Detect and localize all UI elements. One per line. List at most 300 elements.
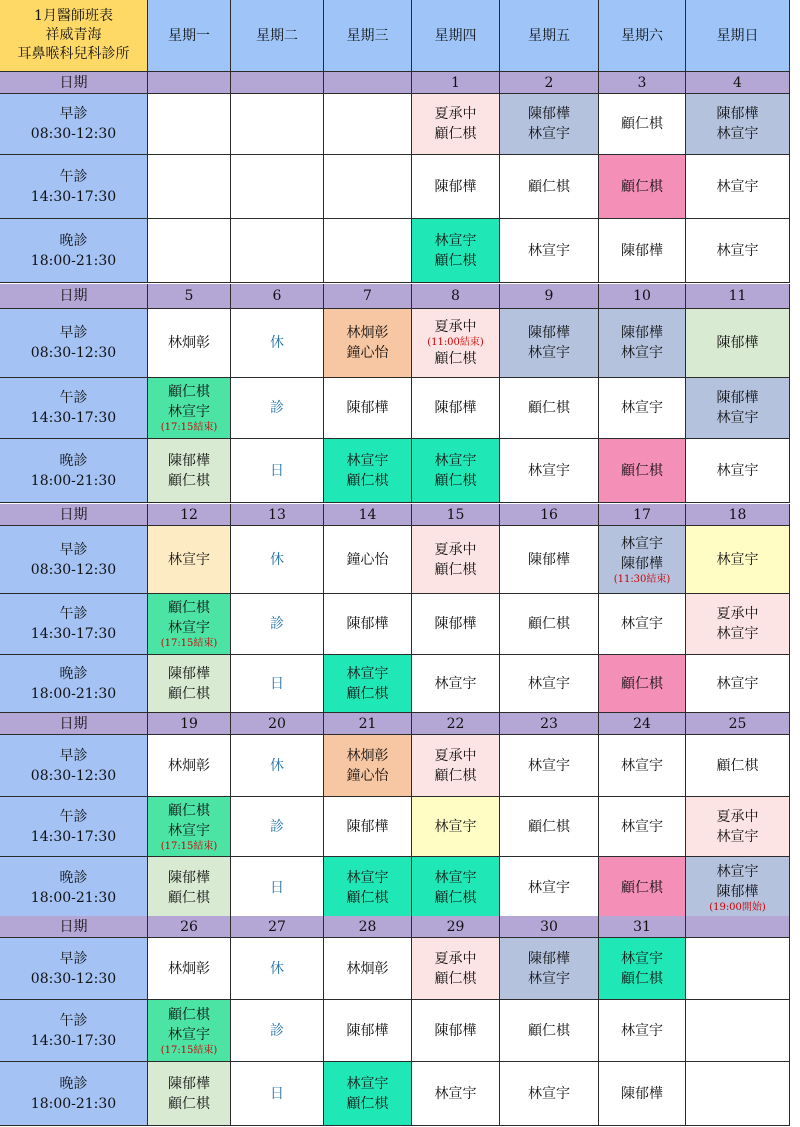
- doctor-name: 林宣宇: [528, 242, 570, 259]
- doctor-name: 林宣宇: [528, 462, 570, 479]
- date-cell: [686, 284, 790, 309]
- weekday-label: 星期一: [168, 27, 210, 44]
- schedule-cell: [500, 94, 599, 155]
- doctor-name: 顧仁棋: [621, 879, 663, 896]
- date-number: 6: [272, 288, 282, 304]
- shift-label-cell: [0, 439, 148, 503]
- doctor-name: 林宣宇: [716, 462, 759, 479]
- doctor-name: 林宣宇: [621, 535, 663, 552]
- date-number: 16: [540, 506, 558, 523]
- date-number: 5: [184, 288, 194, 304]
- doctor-name: 林宣宇: [621, 950, 663, 967]
- date-cell: [324, 72, 412, 94]
- doctor-name: 林宣宇: [434, 675, 477, 692]
- schedule-cell: [231, 155, 324, 219]
- doctor-name: 顧仁棋: [528, 818, 570, 835]
- doctor-name: 顧仁棋: [621, 116, 663, 132]
- shift-time: 18:00-21:30: [30, 1095, 117, 1112]
- schedule-cell: [412, 938, 500, 1000]
- schedule-cell: [686, 594, 790, 655]
- date-cell: [599, 916, 686, 938]
- doctor-name: 陳郁樺: [528, 325, 570, 341]
- doctor-name: 陳郁樺: [621, 325, 663, 341]
- weekday-label: 星期四: [434, 27, 477, 44]
- doctor-name: 林宣宇: [528, 675, 570, 692]
- schedule-cell: [231, 1062, 324, 1126]
- schedule-cell: [686, 378, 790, 439]
- doctor-name: 鐘心怡: [346, 551, 389, 568]
- date-cell: [412, 713, 500, 735]
- shift-name: 晚診: [59, 869, 88, 886]
- doctor-name: 顧仁棋: [346, 685, 389, 702]
- doctor-name: 林宣宇: [528, 879, 570, 896]
- doctor-name: 林宣宇: [716, 863, 759, 880]
- date-cell: [412, 284, 500, 309]
- doctor-name: 林宣宇: [716, 242, 759, 259]
- schedule-cell: [324, 938, 412, 1000]
- shift-time: 08:30-12:30: [30, 345, 117, 361]
- date-number: 22: [446, 715, 465, 732]
- shift-label-cell: [0, 378, 148, 439]
- shift-label-cell: [0, 1000, 148, 1062]
- doctor-name: 林宣宇: [434, 818, 477, 835]
- doctor-name: 陳郁樺: [528, 950, 570, 967]
- doctor-name: 顧仁棋: [528, 400, 570, 416]
- date-label: 日期: [59, 918, 88, 935]
- closed-day-char: 休: [270, 551, 284, 568]
- schedule-cell: [686, 1062, 790, 1126]
- weekday-header-sun: [686, 0, 790, 72]
- date-row-label: [0, 916, 148, 938]
- doctor-name: 顧仁棋: [434, 767, 477, 784]
- doctor-name: 顧仁棋: [346, 889, 389, 906]
- schedule-cell: [148, 857, 231, 919]
- shift-name: 早診: [59, 541, 88, 558]
- title-line-3: 耳鼻喉科兒科診所: [17, 46, 130, 62]
- date-number: 20: [268, 715, 286, 732]
- date-cell: [148, 284, 231, 309]
- doctor-name: 林宣宇: [528, 345, 570, 361]
- schedule-cell: [148, 1062, 231, 1126]
- schedule-cell: [324, 94, 412, 155]
- schedule-cell: [324, 1000, 412, 1062]
- shift-time: 18:00-21:30: [30, 889, 117, 906]
- closed-day-char: 休: [270, 960, 284, 977]
- shift-name: 午診: [59, 390, 88, 406]
- date-row-label: [0, 504, 148, 526]
- schedule-cell: [231, 309, 324, 378]
- doctor-name: 林宣宇: [716, 178, 759, 195]
- schedule-cell: [412, 1000, 500, 1062]
- doctor-name: 顧仁棋: [434, 126, 477, 142]
- doctor-name: 鐘心怡: [346, 345, 389, 361]
- shift-time: 14:30-17:30: [30, 626, 117, 642]
- doctor-name: 林炯彰: [346, 960, 389, 977]
- doctor-name: 陳郁樺: [346, 616, 389, 632]
- shift-label-cell: [0, 219, 148, 283]
- schedule-cell: [599, 735, 686, 797]
- shift-time: 14:30-17:30: [30, 188, 117, 205]
- schedule-cell: [500, 378, 599, 439]
- shift-label-cell: [0, 797, 148, 857]
- date-number: 27: [268, 918, 286, 935]
- date-number: 15: [446, 506, 465, 523]
- doctor-name: 夏承中: [434, 541, 477, 558]
- doctor-name: 林宣宇: [168, 620, 210, 636]
- doctor-name: 夏承中: [434, 106, 477, 122]
- doctor-name: 顧仁棋: [621, 462, 663, 479]
- doctor-name: 顧仁棋: [434, 472, 477, 489]
- date-cell: [599, 504, 686, 526]
- doctor-name: 顧仁棋: [528, 616, 570, 632]
- schedule-cell: [324, 1062, 412, 1126]
- shift-label-cell: [0, 857, 148, 919]
- date-cell: [148, 713, 231, 735]
- shift-name: 午診: [59, 1012, 88, 1029]
- doctor-name: 林宣宇: [528, 1085, 570, 1102]
- shift-name: 午診: [59, 606, 88, 622]
- date-cell: [500, 916, 599, 938]
- doctor-name: 顧仁棋: [528, 1022, 570, 1039]
- schedule-cell: [324, 797, 412, 857]
- schedule-cell: [686, 526, 790, 594]
- schedule-cell: [500, 526, 599, 594]
- schedule-cell: [500, 155, 599, 219]
- doctor-name: 陳郁樺: [168, 452, 210, 469]
- schedule-cell: [148, 735, 231, 797]
- schedule-cell: [324, 155, 412, 219]
- shift-time: 08:30-12:30: [30, 561, 117, 578]
- date-label: 日期: [59, 715, 88, 732]
- schedule-cell: [686, 857, 790, 919]
- doctor-name: 林宣宇: [621, 616, 663, 632]
- schedule-cell: [148, 594, 231, 655]
- date-number: 19: [180, 715, 198, 732]
- closed-day-char: 休: [270, 335, 284, 351]
- date-row-label: [0, 713, 148, 735]
- doctor-name: 林宣宇: [716, 551, 759, 568]
- doctor-name: 林宣宇: [716, 626, 759, 642]
- shift-time: 08:30-12:30: [30, 970, 117, 987]
- date-number: 10: [633, 288, 651, 304]
- weekday-label: 星期五: [528, 27, 570, 44]
- closed-day-char: 診: [270, 818, 284, 835]
- doctor-name: 林宣宇: [434, 232, 477, 249]
- doctor-name: 顧仁棋: [621, 675, 663, 692]
- schedule-cell: [324, 655, 412, 713]
- schedule-cell: [324, 857, 412, 919]
- schedule-cell: [412, 735, 500, 797]
- date-number: 30: [540, 918, 558, 935]
- closed-day-char: 休: [270, 757, 284, 774]
- date-cell: [412, 72, 500, 94]
- schedule-cell: [231, 378, 324, 439]
- shift-time: 14:30-17:30: [30, 410, 117, 426]
- doctor-name: 林炯彰: [168, 335, 210, 351]
- schedule-cell: [500, 938, 599, 1000]
- shift-label-cell: [0, 309, 148, 378]
- date-number: 2: [544, 74, 554, 91]
- doctor-name: 林炯彰: [168, 757, 210, 774]
- date-number: 7: [363, 288, 372, 304]
- doctor-name: 林宣宇: [621, 400, 663, 416]
- cell-note: (11:30結束): [613, 573, 671, 585]
- schedule-cell: [500, 1062, 599, 1126]
- doctor-name: 林宣宇: [621, 818, 663, 835]
- schedule-cell: [686, 94, 790, 155]
- closed-day-char: 日: [270, 675, 284, 692]
- shift-time: 14:30-17:30: [30, 828, 117, 845]
- doctor-name: 林炯彰: [168, 960, 210, 977]
- date-label: 日期: [59, 506, 88, 523]
- schedule-cell: [231, 735, 324, 797]
- date-number: 11: [728, 288, 747, 304]
- doctor-name: 林宣宇: [716, 126, 759, 142]
- doctor-name: 陳郁樺: [434, 400, 477, 416]
- schedule-cell: [324, 378, 412, 439]
- cell-note: (17:15結束): [160, 422, 218, 433]
- date-number: 17: [633, 506, 651, 523]
- date-label: 日期: [59, 74, 88, 91]
- doctor-name: 顧仁棋: [528, 178, 570, 195]
- date-cell: [686, 504, 790, 526]
- cell-note: (17:15結束): [160, 638, 218, 649]
- date-number: 28: [358, 918, 377, 935]
- shift-name: 早診: [59, 106, 88, 122]
- schedule-cell: [231, 594, 324, 655]
- doctor-name: 陳郁樺: [528, 106, 570, 122]
- schedule-cell: [599, 1062, 686, 1126]
- shift-time: 18:00-21:30: [30, 252, 117, 269]
- doctor-name: 顧仁棋: [346, 1095, 389, 1112]
- date-cell: [148, 916, 231, 938]
- schedule-cell: [231, 219, 324, 283]
- doctor-name: 林宣宇: [621, 345, 663, 361]
- shift-label-cell: [0, 1062, 148, 1126]
- date-cell: [231, 713, 324, 735]
- schedule-cell: [324, 735, 412, 797]
- date-cell: [324, 284, 412, 309]
- doctor-name: 陳郁樺: [528, 551, 570, 568]
- doctor-name: 顧仁棋: [168, 384, 210, 400]
- shift-name: 午診: [59, 168, 88, 185]
- shift-name: 晚診: [59, 232, 88, 249]
- doctor-name: 陳郁樺: [621, 242, 663, 259]
- doctor-name: 林宣宇: [434, 869, 477, 886]
- schedule-cell: [686, 219, 790, 283]
- schedule-cell: [599, 1000, 686, 1062]
- date-cell: [500, 284, 599, 309]
- doctor-name: 陳郁樺: [434, 178, 477, 195]
- date-row-label: [0, 284, 148, 309]
- schedule-cell: [500, 797, 599, 857]
- schedule-cell: [148, 526, 231, 594]
- schedule-cell: [148, 155, 231, 219]
- doctor-name: 林宣宇: [168, 822, 210, 839]
- schedule-cell: [324, 594, 412, 655]
- schedule-cell: [231, 857, 324, 919]
- date-number: 4: [733, 74, 742, 91]
- weekday-header-wed: [324, 0, 412, 72]
- doctor-name: 林宣宇: [528, 970, 570, 987]
- date-cell: [500, 504, 599, 526]
- date-cell: [599, 713, 686, 735]
- schedule-cell: [500, 594, 599, 655]
- schedule-cell: [500, 219, 599, 283]
- schedule-cell: [599, 219, 686, 283]
- date-number: 13: [268, 506, 286, 523]
- schedule-cell: [599, 526, 686, 594]
- title-line-2: 祥威青海: [45, 27, 102, 43]
- date-number: 3: [637, 74, 647, 91]
- doctor-name: 陳郁樺: [168, 665, 210, 682]
- doctor-name: 陳郁樺: [168, 869, 210, 886]
- schedule-cell: [148, 378, 231, 439]
- doctor-name: 顧仁棋: [168, 600, 210, 616]
- cell-note: (19:00開始): [709, 901, 766, 913]
- doctor-name: 顧仁棋: [346, 472, 389, 489]
- schedule-cell: [412, 797, 500, 857]
- doctor-name: 陳郁樺: [346, 1022, 389, 1039]
- shift-label-cell: [0, 526, 148, 594]
- schedule-cell: [148, 797, 231, 857]
- date-cell: [324, 916, 412, 938]
- doctor-name: 陳郁樺: [621, 1085, 663, 1102]
- schedule-cell: [148, 309, 231, 378]
- date-cell: [500, 713, 599, 735]
- date-cell: [686, 72, 790, 94]
- date-cell: [686, 713, 790, 735]
- doctor-name: 林宣宇: [434, 452, 477, 469]
- doctor-name: 夏承中: [434, 319, 477, 335]
- schedule-cell: [148, 94, 231, 155]
- doctor-name: 林宣宇: [168, 1026, 210, 1043]
- doctor-name: 陳郁樺: [716, 390, 759, 406]
- schedule-cell: [324, 219, 412, 283]
- doctor-name: 夏承中: [434, 950, 477, 967]
- date-row-label: [0, 72, 148, 94]
- doctor-name: 顧仁棋: [168, 685, 210, 702]
- shift-time: 08:30-12:30: [30, 126, 117, 142]
- schedule-cell: [599, 378, 686, 439]
- doctor-name: 夏承中: [434, 747, 477, 764]
- date-cell: [599, 284, 686, 309]
- doctor-name: 顧仁棋: [168, 802, 210, 819]
- closed-day-char: 日: [270, 1085, 284, 1102]
- doctor-name: 鐘心怡: [346, 767, 389, 784]
- date-cell: [324, 504, 412, 526]
- schedule-cell: [599, 938, 686, 1000]
- shift-time: 14:30-17:30: [30, 1032, 117, 1049]
- schedule-cell: [324, 439, 412, 503]
- schedule-cell: [500, 735, 599, 797]
- date-number: 31: [633, 918, 651, 935]
- schedule-cell: [500, 857, 599, 919]
- date-number: 9: [544, 288, 554, 304]
- doctor-name: 陳郁樺: [716, 335, 759, 351]
- schedule-cell: [412, 94, 500, 155]
- date-number: 24: [633, 715, 651, 732]
- date-label: 日期: [59, 288, 88, 304]
- cell-note: (17:15結束): [160, 1044, 218, 1056]
- schedule-cell: [412, 309, 500, 378]
- weekday-header-tue: [231, 0, 324, 72]
- schedule-cell: [412, 655, 500, 713]
- title-cell: [0, 0, 148, 72]
- shift-name: 早診: [59, 747, 88, 764]
- shift-name: 午診: [59, 808, 88, 825]
- date-number: 26: [180, 918, 198, 935]
- doctor-name: 顧仁棋: [621, 970, 663, 987]
- schedule-cell: [599, 594, 686, 655]
- weekday-header-fri: [500, 0, 599, 72]
- cell-note: (17:15結束): [160, 840, 218, 852]
- schedule-cell: [500, 1000, 599, 1062]
- schedule-cell: [599, 439, 686, 503]
- schedule-cell: [148, 219, 231, 283]
- date-number: 14: [358, 506, 377, 523]
- date-cell: [231, 72, 324, 94]
- schedule-cell: [412, 594, 500, 655]
- weekday-label: 星期三: [346, 27, 389, 44]
- schedule-cell: [412, 526, 500, 594]
- shift-label-cell: [0, 938, 148, 1000]
- doctor-name: 夏承中: [716, 808, 759, 825]
- schedule-cell: [686, 655, 790, 713]
- schedule-cell: [231, 1000, 324, 1062]
- date-cell: [500, 72, 599, 94]
- shift-label-cell: [0, 594, 148, 655]
- shift-time: 08:30-12:30: [30, 767, 117, 784]
- weekday-label: 星期日: [716, 27, 759, 44]
- schedule-cell: [231, 655, 324, 713]
- shift-name: 早診: [59, 325, 88, 341]
- doctor-name: 顧仁棋: [716, 757, 759, 774]
- shift-name: 晚診: [59, 1075, 88, 1092]
- doctor-name: 林宣宇: [621, 1022, 663, 1039]
- schedule-cell: [599, 309, 686, 378]
- schedule-cell: [500, 655, 599, 713]
- closed-day-char: 日: [270, 879, 284, 896]
- shift-time: 18:00-21:30: [30, 685, 117, 702]
- shift-label-cell: [0, 655, 148, 713]
- date-number: 8: [451, 288, 460, 304]
- schedule-cell: [599, 655, 686, 713]
- schedule-cell: [686, 439, 790, 503]
- schedule-cell: [500, 309, 599, 378]
- doctor-name: 林宣宇: [346, 452, 389, 469]
- doctor-name: 林宣宇: [168, 551, 210, 568]
- weekday-label: 星期六: [621, 27, 663, 44]
- date-cell: [148, 504, 231, 526]
- schedule-cell: [686, 735, 790, 797]
- date-cell: [148, 72, 231, 94]
- doctor-name: 顧仁棋: [168, 472, 210, 489]
- doctor-name: 夏承中: [716, 606, 759, 622]
- doctor-name: 顧仁棋: [434, 970, 477, 987]
- schedule-cell: [148, 439, 231, 503]
- date-number: 1: [451, 74, 460, 91]
- schedule-cell: [686, 155, 790, 219]
- doctor-name: 林宣宇: [716, 828, 759, 845]
- schedule-cell: [599, 94, 686, 155]
- schedule-cell: [599, 797, 686, 857]
- schedule-cell: [686, 1000, 790, 1062]
- schedule-cell: [686, 309, 790, 378]
- date-cell: [412, 916, 500, 938]
- date-cell: [686, 916, 790, 938]
- schedule-cell: [599, 857, 686, 919]
